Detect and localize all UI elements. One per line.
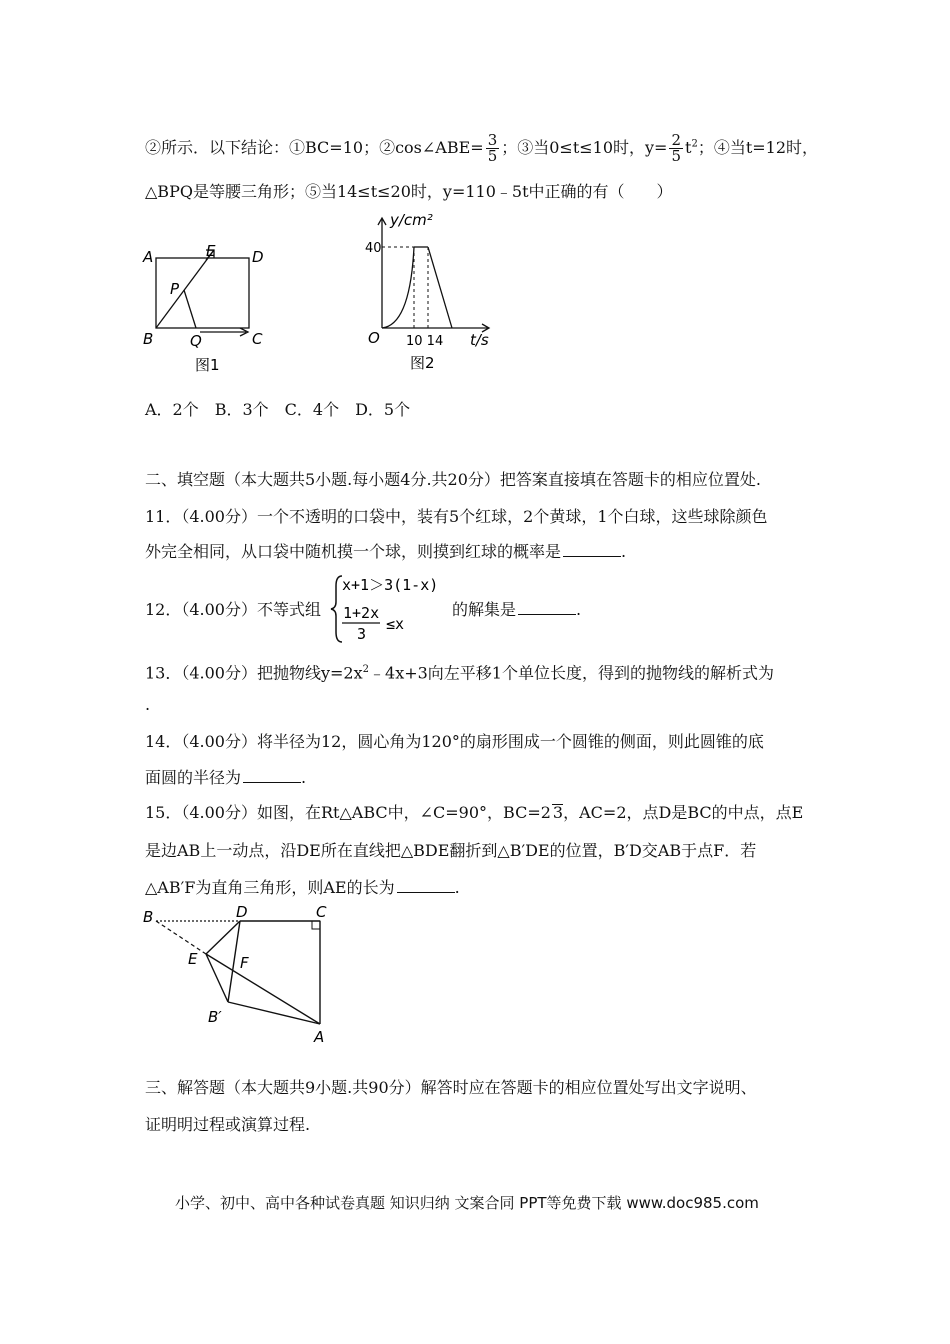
q13-text-a: 13．（4.00分）把抛物线y=2x [145,663,363,683]
q12-suffix [452,600,581,620]
label-f: F [240,954,249,972]
label-d: D [236,903,248,921]
label-e: E [188,950,198,968]
q14-text: 面圆的半径为 [145,768,242,787]
figure-1-caption: 图1 [195,356,220,374]
q14-line1: 14．（4.00分）将半径为12，圆心角为120°的扇形围成一个圆锥的侧面，则此圆锥的底 [145,732,764,751]
segment-b-prime-a [228,1002,320,1024]
inequality-2-numerator: 1+2x [343,604,380,622]
left-brace [331,576,342,642]
sqrt-3: 3 [552,803,564,822]
segment-db-prime [228,921,240,1002]
label-c: C [252,330,263,348]
decline-segment [428,247,452,328]
inequality-system [330,572,450,646]
label-d: D [252,248,264,266]
inequality-2-denominator: 3 [357,625,367,643]
q15-text-b: ，AC=2，点D是BC的中点，点E [563,803,804,822]
x-axis-label: t/s [470,331,489,349]
q11-line1: 11．（4.00分）一个不透明的口袋中，装有5个红球，2个黄球，1个白球，这些球除颜色 [145,507,768,526]
y-axis-label: y/cm² [390,211,433,229]
answer-blank [397,878,455,893]
q15-line3 [145,878,460,898]
figure-2-graph [360,205,500,380]
section-3-line1: 三、解答题（本大题共9小题.共90分）解答时应在答题卡的相应位置处写出文字说明、 [145,1078,757,1097]
answer-blank [563,542,621,557]
label-b-prime: B′ [208,1008,222,1026]
figure-q15-triangle [140,902,340,1047]
label-q: Q [190,332,202,350]
q11-text: 外完全相同，从口袋中随机摸一个球，则摸到红球的概率是 [145,542,562,561]
origin-label: O [368,329,380,347]
label-b: B [143,330,154,348]
fraction-3-5 [486,133,500,164]
superscript: 2 [362,664,370,675]
right-angle-mark [312,921,320,929]
q11-line2 [145,542,626,562]
q15-line2: 是边AB上一动点，沿DE所在直线把△BDE翻折到△B′DE的位置，B′D交AB于点F．若 [145,841,757,860]
curve-segment [382,247,414,328]
label-b: B [143,908,154,926]
x-ticks: 10 14 [406,334,444,349]
q10-text-d: ；④当t=12时， [697,138,819,157]
page-footer: 小学、初中、高中各种试卷真题 知识归纳 文案合同 PPT等免费下载 www.doc985.com [175,1194,759,1212]
q15-line1 [145,803,803,823]
q13-line2: . [145,695,151,714]
y-tick-40: 40 [365,241,382,256]
label-a: A [314,1028,325,1046]
section-3-line2: 证明明过程或演算过程. [145,1115,311,1134]
superscript: 2 [691,138,698,150]
q12-suffix-text: 的解集是 [452,600,517,619]
figure-1-rectangle [140,240,270,380]
frac-den: 5 [487,147,498,165]
label-a: A [143,248,154,266]
q12-prefix: 12．（4.00分）不等式组 [145,600,321,619]
q10-text-c: t [685,138,692,157]
q15-end: . [454,878,460,897]
q15-text: △AB′F为直角三角形，则AE的长为 [145,878,395,897]
section-2-heading: 二、填空题（本大题共5小题.每小题4分.共20分）把答案直接填在答题卡的相应位置处. [145,470,761,489]
segment-ed [206,921,240,954]
segment-be [156,250,214,328]
q10-options: A．2个 B．3个 C．4个 D．5个 [145,400,411,419]
inequality-1: x+1＞3(1-x) [342,576,439,594]
label-e: E [206,242,216,260]
q14-line2 [145,768,306,788]
q13-line1 [145,660,774,683]
fraction-2-5 [669,133,683,164]
q15-text-a: 15．（4.00分）如图，在Rt△ABC中，∠C=90°，BC=2 [145,803,551,822]
segment-ea [206,954,320,1024]
segment-pq [184,290,196,328]
answer-blank [518,600,576,615]
q10-line2: △BPQ是等腰三角形；⑤当14≤t≤20时，y=110﹣5t中正确的有（ ） [145,182,673,201]
q12-end: . [576,600,582,619]
frac-num: 2 [671,131,682,149]
dashed-be [156,921,206,954]
answer-blank [243,768,301,783]
figure-2-caption: 图2 [410,354,435,372]
label-p: P [170,280,180,298]
q14-end: . [301,768,307,787]
q13-text-b: ﹣4x+3向左平移1个单位长度，得到的抛物线的解析式为 [369,663,774,683]
q10-text-a: ②所示．以下结论：①BC=10；②cos∠ABE= [145,138,484,157]
frac-num: 3 [487,131,498,149]
q10-line1 [145,133,818,164]
frac-den: 5 [671,147,682,165]
q11-end: . [621,542,627,561]
q10-text-b: ；③当0≤t≤10时，y= [501,138,668,157]
inequality-2-rhs: ≤x [386,615,405,633]
label-c: C [316,903,327,921]
